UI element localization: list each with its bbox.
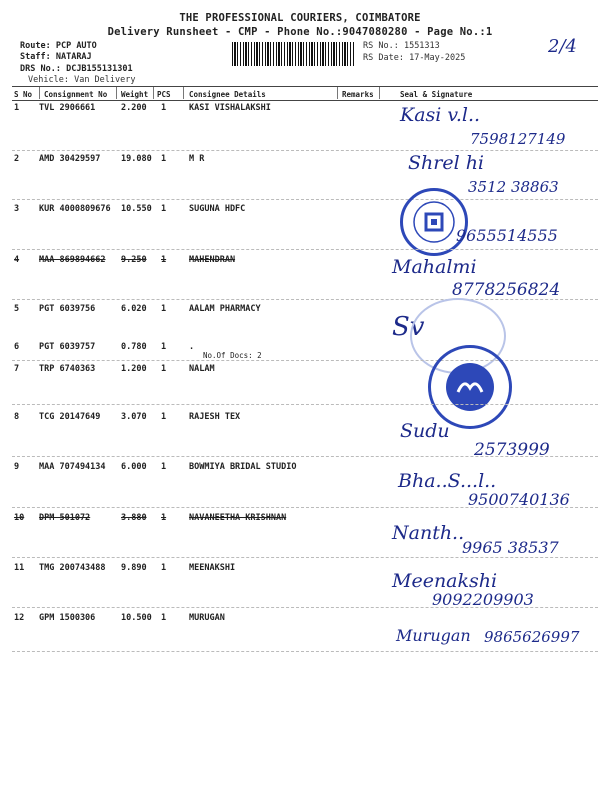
drs-label: DRS No.: xyxy=(20,64,61,74)
row-sno: 4 xyxy=(14,255,20,265)
signature-phone: 8778256824 xyxy=(452,280,561,300)
col-sep xyxy=(116,87,117,99)
col-sep xyxy=(379,87,380,99)
row-consignment: TMG 200743488 xyxy=(39,563,106,573)
row-weight: 0.780 xyxy=(121,342,147,352)
bank-stamp xyxy=(400,188,468,256)
row-sno: 5 xyxy=(14,304,20,314)
signature-name: Shrel hi xyxy=(408,152,485,174)
row-sno: 7 xyxy=(14,364,20,374)
row-pcs: 1 xyxy=(161,304,167,314)
row-pcs: 1 xyxy=(161,364,167,374)
row-weight: 3.070 xyxy=(121,412,147,422)
signature-phone: 9965 38537 xyxy=(462,538,559,557)
drs-field xyxy=(20,64,133,74)
row-weight: 1.200 xyxy=(121,364,147,374)
row-consignment: MAA 707494134 xyxy=(39,462,106,472)
vehicle-value: Van Delivery xyxy=(74,75,136,85)
row-consignment: AMD 30429597 xyxy=(39,154,101,164)
row-consignee: RAJESH TEX xyxy=(189,412,241,422)
rs-date-value: 17-May-2025 xyxy=(409,53,466,63)
signature-name: Murugan xyxy=(396,626,471,645)
col-pcs: PCS xyxy=(157,90,171,99)
row-consignee: M R xyxy=(189,154,205,164)
row-divider xyxy=(12,507,598,508)
route-field xyxy=(20,41,97,51)
row-consignee: BOWMIYA BRIDAL STUDIO xyxy=(189,462,297,472)
row-pcs: 1 xyxy=(161,563,167,573)
col-weight: Weight xyxy=(121,90,149,99)
staff-field xyxy=(20,52,92,62)
col-sep xyxy=(153,87,154,99)
signature-phone: 9092209903 xyxy=(432,590,534,609)
signature-name: Mahalmi xyxy=(392,256,477,278)
row-sno: 10 xyxy=(14,513,25,523)
col-sep xyxy=(39,87,40,99)
row-divider xyxy=(12,404,598,405)
row-consignee: KASI VISHALAKSHI xyxy=(189,103,271,113)
drs-value: DCJB155131301 xyxy=(66,64,133,74)
row-weight: 19.080 xyxy=(121,154,152,164)
row-divider xyxy=(12,249,598,250)
col-sep xyxy=(183,87,184,99)
route-label: Route: xyxy=(20,41,51,51)
table-top-rule xyxy=(12,86,598,87)
rs-no-label: RS No.: xyxy=(363,41,399,51)
vehicle-field xyxy=(28,75,136,85)
signature-name: Sv xyxy=(392,312,425,342)
row-divider xyxy=(12,199,598,200)
row-divider xyxy=(12,607,598,608)
row-consignment: DPM 501072 xyxy=(39,513,91,523)
rs-no-field xyxy=(363,41,440,51)
row-consignee: NALAM xyxy=(189,364,215,374)
col-consignment: Consignment No xyxy=(44,90,108,99)
row-sno: 2 xyxy=(14,154,20,164)
row-divider xyxy=(12,299,598,300)
table-header-rule xyxy=(12,100,598,101)
row-consignee: MAHENDRAN xyxy=(189,255,236,265)
row-sno: 11 xyxy=(14,563,25,573)
stamp-graphic xyxy=(431,348,509,426)
row-sno: 1 xyxy=(14,103,20,113)
signature-name: Bha..S...l.. xyxy=(398,470,497,492)
rs-no-value: 1551313 xyxy=(403,41,440,51)
row-sno: 12 xyxy=(14,613,25,623)
row-sno: 3 xyxy=(14,204,20,214)
col-sep xyxy=(337,87,338,99)
row-consignment: PGT 6039756 xyxy=(39,304,96,314)
row-consignee: SUGUNA HDFC xyxy=(189,204,246,214)
row-pcs: 1 xyxy=(161,103,167,113)
handwritten-page-count: 2/4 xyxy=(548,36,577,57)
row-divider xyxy=(12,651,598,652)
row-consignment: PGT 6039757 xyxy=(39,342,96,352)
row-consignment: TCG 20147649 xyxy=(39,412,101,422)
row-weight: 10.500 xyxy=(121,613,152,623)
rs-date-field xyxy=(363,53,465,63)
hospital-stamp xyxy=(428,345,512,429)
signature-name: Sudu xyxy=(400,420,450,442)
row-pcs: 1 xyxy=(161,462,167,472)
staff-label: Staff: xyxy=(20,52,51,62)
signature-phone: 9655514555 xyxy=(456,226,558,245)
row-consignment: KUR 4000809676 xyxy=(39,204,111,214)
company-title: THE PROFESSIONAL COURIERS, COIMBATORE xyxy=(179,12,421,24)
row-consignee: . xyxy=(189,342,195,352)
row-weight: 6.020 xyxy=(121,304,147,314)
row-consignee: MURUGAN xyxy=(189,613,225,623)
signature-phone: 3512 38863 xyxy=(468,178,559,196)
row-consignee: MEENAKSHI xyxy=(189,563,236,573)
row-sno: 8 xyxy=(14,412,20,422)
row-weight: 10.550 xyxy=(121,204,152,214)
row-pcs: 1 xyxy=(161,255,167,265)
row-consignment: MAA 869894662 xyxy=(39,255,106,265)
row-pcs: 1 xyxy=(161,154,167,164)
signature-name: Nanth.. xyxy=(392,522,465,544)
row-weight: 6.000 xyxy=(121,462,147,472)
row-divider xyxy=(12,150,598,151)
vehicle-label: Vehicle: xyxy=(28,75,69,85)
row-pcs: 1 xyxy=(161,613,167,623)
signature-phone: 9865626997 xyxy=(484,628,580,646)
row-sno: 9 xyxy=(14,462,20,472)
row-consignee: AALAM PHARMACY xyxy=(189,304,261,314)
col-consignee: Consignee Details xyxy=(189,90,266,99)
row-pcs: 1 xyxy=(161,513,167,523)
row-divider xyxy=(12,456,598,457)
signature-phone: 7598127149 xyxy=(470,130,566,148)
row-pcs: 1 xyxy=(161,342,167,352)
rs-date-label: RS Date: xyxy=(363,53,404,63)
runsheet-subtitle: Delivery Runsheet - CMP - Phone No.:9047080280 - Page No.:1 xyxy=(107,26,493,38)
row-pcs: 1 xyxy=(161,204,167,214)
route-value: PCP AUTO xyxy=(55,41,97,51)
row-sno: 6 xyxy=(14,342,20,352)
row-weight: 2.200 xyxy=(121,103,147,113)
row-weight: 9.890 xyxy=(121,563,147,573)
col-remarks: Remarks xyxy=(342,90,374,99)
signature-name: Kasi v.l.. xyxy=(400,104,481,126)
signature-name: Meenakshi xyxy=(392,570,498,592)
row-note: No.Of Docs: 2 xyxy=(203,351,262,360)
row-consignment: GPM 1500306 xyxy=(39,613,96,623)
row-divider xyxy=(12,360,598,361)
row-consignee: NAVANEETHA KRISHNAN xyxy=(189,513,287,523)
row-consignment: TRP 6740363 xyxy=(39,364,96,374)
signature-phone: 2573999 xyxy=(474,440,550,460)
row-weight: 9.250 xyxy=(121,255,147,265)
col-seal: Seal & Signature xyxy=(400,90,473,99)
col-sno: S No xyxy=(14,90,33,99)
signature-phone: 9500740136 xyxy=(468,490,570,509)
row-consignment: TVL 2906661 xyxy=(39,103,96,113)
row-pcs: 1 xyxy=(161,412,167,422)
barcode xyxy=(232,42,354,66)
staff-value: NATARAJ xyxy=(55,52,92,62)
row-weight: 3.880 xyxy=(121,513,147,523)
row-divider xyxy=(12,557,598,558)
